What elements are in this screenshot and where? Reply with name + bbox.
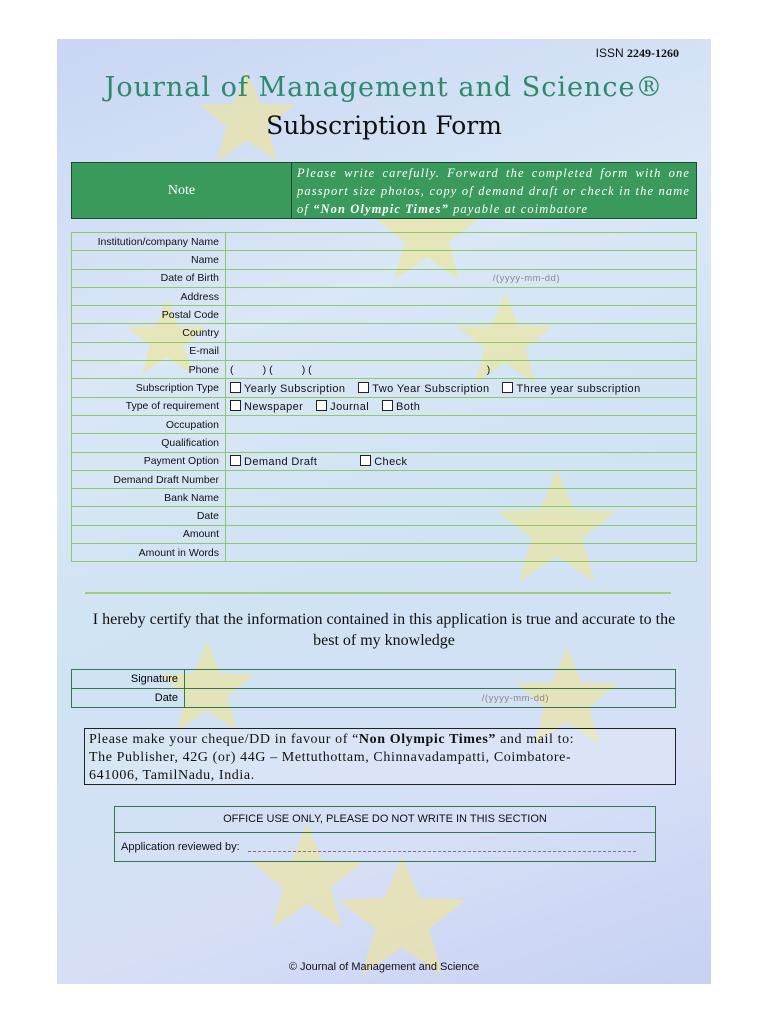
amount-words-label: Amount in Words <box>72 544 226 562</box>
dob-label: Date of Birth <box>72 269 226 287</box>
section-divider <box>85 592 671 594</box>
table-row <box>72 434 697 452</box>
reviewed-by-line[interactable] <box>248 851 636 852</box>
journal-label: Journal <box>330 400 370 413</box>
requirement-type-label: Type of requirement <box>72 397 226 415</box>
mailing-line-2: The Publisher, 42G (or) 44G – Mettuthottam, Chinnavadampatti, Coimbatore- <box>89 750 572 765</box>
signature-table <box>71 669 676 708</box>
issn-prefix: ISSN <box>595 46 624 60</box>
date-field[interactable] <box>226 507 697 525</box>
issn-number: 2249-1260 <box>627 46 679 60</box>
qualification-field[interactable] <box>226 434 697 452</box>
star-icon <box>338 855 466 975</box>
note-label: Note <box>72 163 292 218</box>
country-field[interactable] <box>226 324 697 342</box>
dob-field[interactable] <box>226 269 697 287</box>
postal-code-field[interactable] <box>226 306 697 324</box>
newspaper-checkbox[interactable] <box>230 400 241 411</box>
table-row <box>72 544 697 562</box>
check-checkbox[interactable] <box>360 455 371 466</box>
dob-hint: /(yyyy-mm-dd) <box>492 272 560 284</box>
office-use-section <box>114 806 656 862</box>
subscription-type-options <box>226 379 697 397</box>
date-label: Date <box>72 507 226 525</box>
name-field[interactable] <box>226 251 697 269</box>
journal-checkbox[interactable] <box>316 400 327 411</box>
table-row <box>72 525 697 543</box>
table-row <box>72 397 697 415</box>
issn <box>596 46 679 61</box>
bank-name-field[interactable] <box>226 489 697 507</box>
table-row <box>72 269 697 287</box>
office-reviewed-row <box>115 833 655 861</box>
amount-label: Amount <box>72 525 226 543</box>
table-row <box>72 306 697 324</box>
mailing-line-3: 641006, TamilNadu, India. <box>89 768 255 783</box>
subscription-form-table <box>71 232 697 562</box>
two-year-label: Two Year Subscription <box>372 382 490 395</box>
payment-option-options <box>226 452 697 470</box>
signature-label: Signature <box>72 670 185 689</box>
both-label: Both <box>395 400 421 413</box>
note-text: Please write carefully. Forward the completed form with one passport size photos, copy of demand draft or check in the name of “Non Olympic Times” payable at coimbatore <box>292 163 696 218</box>
table-row <box>72 689 676 708</box>
institution-label: Institution/company Name <box>72 233 226 251</box>
signature-field[interactable] <box>185 670 676 689</box>
qualification-label: Qualification <box>72 434 226 452</box>
yearly-label: Yearly Subscription <box>244 382 346 395</box>
payment-option-label: Payment Option <box>72 452 226 470</box>
amount-words-field[interactable] <box>226 544 697 562</box>
footer-copyright: © Journal of Management and Science <box>288 961 480 973</box>
dd-number-field[interactable] <box>226 470 697 488</box>
table-row <box>72 324 697 342</box>
two-year-checkbox[interactable] <box>358 382 369 393</box>
postal-code-label: Postal Code <box>72 306 226 324</box>
table-row <box>72 233 697 251</box>
table-row <box>72 489 697 507</box>
subscription-type-label: Subscription Type <box>72 379 226 397</box>
institution-field[interactable] <box>226 233 697 251</box>
phone-template: ( ) ( ) ( ) <box>230 363 491 376</box>
form-title: Subscription Form <box>266 111 502 140</box>
table-row <box>72 470 697 488</box>
signature-date-field[interactable] <box>185 689 676 708</box>
name-label: Name <box>72 251 226 269</box>
occupation-field[interactable] <box>226 415 697 433</box>
certification-text: I hereby certify that the information contained in this application is true and accurate to the best of my knowledge <box>92 611 676 649</box>
address-label: Address <box>72 287 226 305</box>
email-field[interactable] <box>226 342 697 360</box>
check-label: Check <box>374 455 408 468</box>
bank-name-label: Bank Name <box>72 489 226 507</box>
address-field[interactable] <box>226 287 697 305</box>
phone-field[interactable] <box>226 361 697 379</box>
form-page <box>57 39 711 984</box>
three-year-label: Three year subscription <box>516 382 641 395</box>
journal-title: Journal of Management and Science® <box>104 72 664 103</box>
demand-draft-checkbox[interactable] <box>230 455 241 466</box>
table-row <box>72 379 697 397</box>
signature-date-hint: /(yyyy-mm-dd) <box>481 692 549 704</box>
country-label: Country <box>72 324 226 342</box>
both-checkbox[interactable] <box>382 400 393 411</box>
demand-draft-label: Demand Draft <box>244 455 318 468</box>
table-row <box>72 452 697 470</box>
table-row <box>72 342 697 360</box>
note-box <box>71 162 697 219</box>
dd-number-label: Demand Draft Number <box>72 470 226 488</box>
newspaper-label: Newspaper <box>244 400 304 413</box>
table-row <box>72 251 697 269</box>
occupation-label: Occupation <box>72 415 226 433</box>
table-row <box>72 507 697 525</box>
office-heading: OFFICE USE ONLY, PLEASE DO NOT WRITE IN THIS SECTION <box>115 807 655 833</box>
email-label: E-mail <box>72 342 226 360</box>
reviewed-by-label: Application reviewed by: <box>121 841 240 853</box>
table-row <box>72 287 697 305</box>
yearly-checkbox[interactable] <box>230 382 241 393</box>
table-row <box>72 361 697 379</box>
requirement-type-options <box>226 397 697 415</box>
phone-label: Phone <box>72 361 226 379</box>
table-row <box>72 415 697 433</box>
signature-date-label: Date <box>72 689 185 708</box>
table-row <box>72 670 676 689</box>
three-year-checkbox[interactable] <box>502 382 513 393</box>
mailing-instructions <box>84 728 676 785</box>
mailing-payee: Non Olympic Times” <box>358 732 496 747</box>
mailing-line-1: Please make your cheque/DD in favour of “Non Olympic Times” and mail to: <box>89 732 575 747</box>
amount-field[interactable] <box>226 525 697 543</box>
